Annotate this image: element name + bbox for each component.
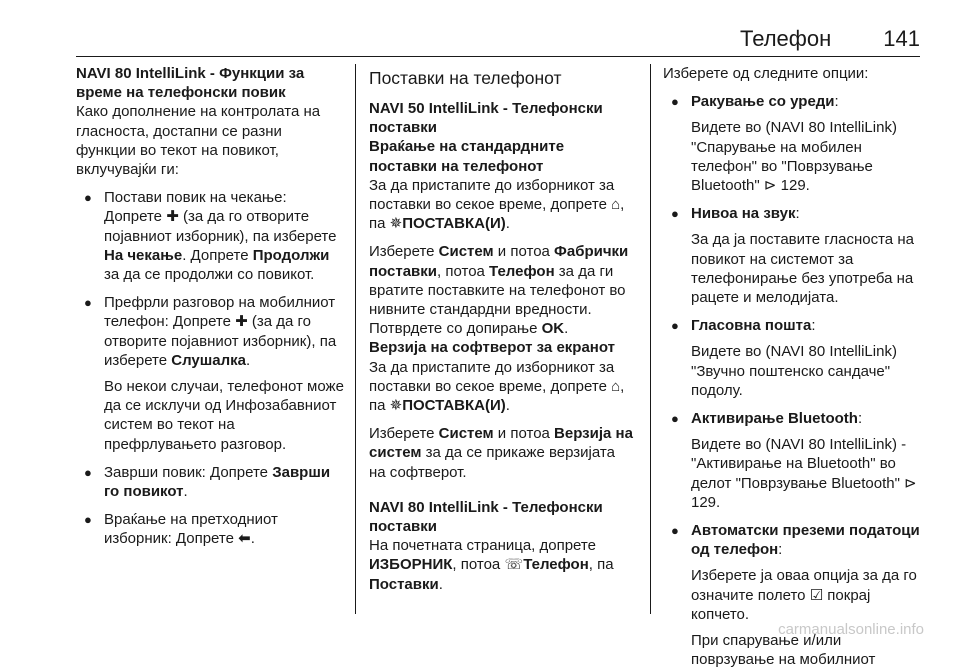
- call-functions-intro: Како дополнение на контролата на гласноста, достапни се разни функции во текот на повикот, вклучувајќи ги:: [76, 103, 321, 179]
- back-arrow-icon: ⬅: [238, 530, 251, 548]
- page-number: 141: [883, 26, 920, 51]
- page-ref-icon: ⊳: [763, 177, 781, 195]
- column-2: [369, 64, 635, 594]
- header-rule: [76, 56, 920, 57]
- paragraph: За да пристапите до изборникот за поставки во секое време, допрете ⌂, па ✵ПОСТАВКА(И).: [369, 358, 625, 415]
- bullet-icon: ●: [671, 94, 679, 110]
- list-item: ● Постави повик на чекање: Допрете ✚ (за да го отворите појавниот изборник), па изберете На чекање. Допрете Продолжи за да се продолжи со повикот.: [84, 189, 337, 284]
- section-title: Телефон: [740, 26, 832, 51]
- list-item: ● Активирање Bluetooth: Видете во (NAVI 80 IntelliLink) - "Активирање на Bluetooth" во делот "Поврзување Bluetooth" ⊳ 129.: [671, 410, 917, 511]
- plus-icon: ✚: [235, 313, 248, 331]
- home-icon: ⌂: [611, 377, 621, 395]
- navi50-settings-heading: NAVI 50 IntelliLink - Телефонски поставки: [369, 100, 603, 137]
- list-item: ● Нивоа на звук: За да ја поставите гласноста на повикот на системот за телефонирање без употреба на рацете и мелодијата.: [671, 205, 914, 307]
- call-functions-heading: NAVI 80 IntelliLink - Функции за време на телефонски повик: [76, 65, 305, 102]
- list-item: ● Префрли разговор на мобилниот телефон: Допрете ✚ (за да го отворите појавниот изборник), па изберете Слушалка. Во некои случаи, телефонот може да се исклучи од Инфозабавниот систем во текот на префрлувањето разговор.: [84, 294, 344, 453]
- phone-settings-title: Поставки на телефонот: [369, 68, 562, 88]
- column-3: [663, 64, 925, 669]
- navi80-settings-heading: NAVI 80 IntelliLink - Телефонски поставки: [369, 498, 603, 536]
- list-item: ● Ракување со уреди: Видете во (NAVI 80 IntelliLink) "Спарување на мобилен телефон" во "Поврзување Bluetooth" ⊳ 129.: [671, 93, 897, 195]
- column-1: [76, 64, 344, 549]
- paragraph: За да пристапите до изборникот за поставки во секое време, допрете ⌂, па ✵ПОСТАВКА(И).: [369, 176, 625, 233]
- bullet-icon: ●: [671, 206, 679, 222]
- gear-icon: ✵: [389, 397, 403, 415]
- phone-icon: ☏: [504, 556, 524, 574]
- list-item: ● Заврши повик: Допрете Заврши го повикот.: [84, 463, 331, 501]
- plus-icon: ✚: [166, 208, 179, 226]
- page-header: [740, 26, 920, 52]
- bullet-icon: ●: [671, 523, 679, 539]
- bullet-icon: ●: [671, 411, 679, 427]
- software-version-heading: Верзија на софтверот за екранот: [369, 339, 615, 357]
- page-ref-icon: ⊳: [904, 474, 917, 492]
- column-divider-2: [650, 64, 651, 614]
- gear-icon: ✵: [389, 215, 403, 233]
- list-item: ● Враќање на претходниот изборник: Допрете ⬅.: [84, 511, 278, 548]
- list-item: ● Гласовна пошта: Видете во (NAVI 80 IntelliLink) "Звучно поштенско сандаче" подолу.: [671, 317, 897, 399]
- options-intro: Изберете од следните опции:: [663, 65, 869, 82]
- column-divider-1: [355, 64, 356, 614]
- list-item: ● Автоматски преземи податоци од телефон: Изберете ја оваа опција за да го означите полето ☑ покрај копчето. При спарување и/или поврзување на мобилниот: [671, 522, 920, 669]
- options-list: [663, 92, 925, 669]
- bullet-icon: ●: [84, 512, 92, 528]
- bullet-icon: ●: [84, 295, 92, 311]
- bullet-icon: ●: [84, 190, 92, 206]
- home-icon: ⌂: [611, 196, 621, 214]
- watermark: carmanualsonline.info: [778, 621, 924, 638]
- paragraph: На почетната страница, допрете ИЗБОРНИК, потоа ☏Телефон, па Поставки.: [369, 537, 614, 593]
- bullet-icon: ●: [671, 318, 679, 334]
- bullet-icon: ●: [84, 464, 92, 480]
- call-functions-list: [76, 188, 344, 548]
- paragraph: Изберете Систем и потоа Фабрички поставки, потоа Телефон за да ги вратите поставките на телефонот во нивните стандардни вредности. Потврдете со допирање OK.: [369, 243, 629, 338]
- paragraph: Изберете Систем и потоа Верзија на систем за да се прикаже верзијата на софтверот.: [369, 425, 633, 481]
- restore-defaults-heading: Враќање на стандардните поставки на телефонот: [369, 138, 565, 175]
